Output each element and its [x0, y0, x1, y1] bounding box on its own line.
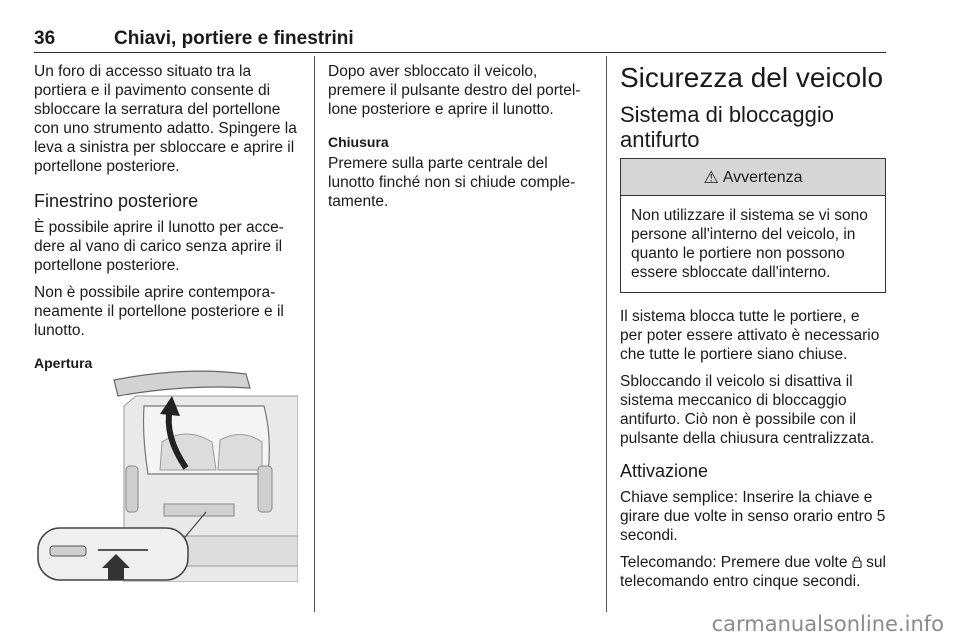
paragraph: Chiave semplice: Inserire la chiave e girare due volte in senso orario entro 5 secondi.: [620, 489, 886, 544]
section-title: Sicurezza del veicolo: [620, 62, 884, 93]
remote-text-suffix: sul telecomando entro cinque secondi.: [620, 554, 886, 590]
column-divider: [606, 56, 607, 612]
paragraph: Premere sulla parte centrale del lunotto finché non si chiude comple-tamente.: [328, 155, 576, 210]
warning-title: Avvertenza: [722, 168, 803, 186]
paragraph-remote: [620, 553, 886, 591]
column-1: [34, 62, 300, 375]
warning-text: Non utilizzare il sistema se vi sono persone all'interno del veicolo, in quanto le portiere non possono essere sbloccate dall'interno.: [631, 207, 868, 281]
heading-closing: Chiusura: [328, 134, 389, 150]
heading-opening: Apertura: [34, 355, 93, 371]
page-header: [34, 28, 886, 53]
paragraph: Non è possibile aprire contempora-neamente il portellone posteriore e il lunotto.: [34, 284, 284, 339]
tailgate-illustration: [36, 366, 298, 582]
page-title: Chiavi, portiere e finestrini: [114, 28, 354, 49]
paragraph: Dopo aver sbloccato il veicolo, premere il pulsante destro del portel-lone posteriore e aprire il lunotto.: [328, 63, 581, 118]
paragraph: È possibile aprire il lunotto per acce-dere al vano di carico senza aprire il portellone posteriore.: [34, 219, 284, 274]
paragraph-intro: Un foro di accesso situato tra la portiera e il pavimento consente di sbloccare la serratura del portellone con uno strumento adatto. Spingere la leva a sinistra per sbloccare e aprire il portellone posteriore.: [34, 63, 297, 175]
paragraph: Sbloccando il veicolo si disattiva il sistema meccanico di bloccaggio antifurto. Ciò non è possibile con il pulsante della chiusura centralizzata.: [620, 373, 875, 447]
remote-text-prefix: Telecomando: Premere due volte: [620, 554, 848, 571]
watermark: carmanualsonline.info: [711, 612, 944, 636]
warning-box: [620, 158, 886, 293]
column-2: [328, 62, 594, 219]
lock-icon: [852, 554, 862, 566]
column-divider: [314, 56, 315, 612]
paragraph: Il sistema blocca tutte le portiere, e per poter essere attivato è necessario che tutte le portiere siano chiuse.: [620, 308, 880, 363]
section-subtitle: Sistema di bloccaggio antifurto: [620, 102, 835, 152]
warning-triangle-icon: ⚠: [703, 167, 719, 187]
heading-rear-window: Finestrino posteriore: [34, 191, 199, 211]
warning-header: [621, 159, 885, 196]
page-number: 36: [34, 28, 56, 49]
heading-activation: Attivazione: [620, 461, 709, 481]
column-3: [620, 60, 886, 599]
